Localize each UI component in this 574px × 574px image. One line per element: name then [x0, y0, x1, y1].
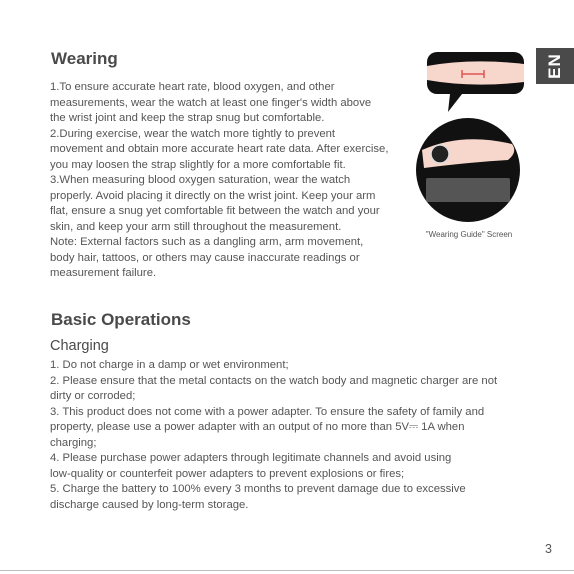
- section-title-basic-operations: Basic Operations: [51, 310, 191, 329]
- callout-pointer: [448, 94, 462, 112]
- wearing-line: Note: External factors such as a dangling arm, arm movement,: [50, 236, 364, 248]
- wearing-line: measurements, wear the watch at least one finger's width above: [50, 96, 372, 109]
- wearing-line: measurement failure.: [50, 267, 157, 279]
- wearing-line: flat, ensure a snug yet comfortable fit between the watch and your: [50, 205, 380, 217]
- wearing-line: skin, and keep your arm still throughout the measurement.: [50, 220, 342, 233]
- charging-line: 2. Please ensure that the metal contacts on the watch body and magnetic charger are not: [50, 374, 498, 387]
- wearing-line: movement and obtain more accurate heart rate data. After exercise,: [50, 143, 389, 155]
- charging-line: 5. Charge the battery to 100% every 3 months to prevent damage due to excessive: [50, 483, 466, 495]
- wearing-line: 2.During exercise, wear the watch more tightly to prevent: [50, 127, 336, 140]
- charging-line: 4. Please purchase power adapters through legitimate channels and avoid using: [50, 452, 452, 464]
- charging-line: property, please use a power adapter with an output of no more than 5V⎓ 1A when: [50, 421, 465, 433]
- watch-screen-circle: [416, 118, 520, 222]
- charging-line: dirty or corroded;: [50, 390, 136, 402]
- wearing-line: 3.When measuring blood oxygen saturation, wear the watch: [50, 174, 351, 186]
- wearing-line: body hair, tattoos, or others may cause inaccurate readings or: [50, 251, 360, 264]
- charging-line: discharge caused by long-term storage.: [50, 498, 249, 511]
- wearing-line: the wrist joint and keep the strap snug but comfortable.: [50, 112, 325, 124]
- charging-line: charging;: [50, 436, 97, 449]
- charging-line: 1. Do not charge in a damp or wet environment;: [50, 359, 289, 371]
- wearing-line: 1.To ensure accurate heart rate, blood oxygen, and other: [50, 81, 335, 93]
- wearing-line: you may loosen the strap slightly for a more comfortable fit.: [50, 158, 346, 171]
- figure-caption: "Wearing Guide" Screen: [425, 230, 513, 239]
- page-number: 3: [545, 542, 552, 556]
- charging-line: 3. This product does not come with a power adapter. To ensure the safety of family and: [50, 405, 485, 418]
- wearing-guide-illustration: [412, 48, 532, 228]
- watch-icon: [431, 145, 449, 163]
- charging-line: low-quality or counterfeit power adapters to prevent explosions or fires;: [50, 467, 405, 480]
- wearing-line: properly. Avoid placing it directly on the wrist joint. Keep your arm: [50, 189, 376, 202]
- charging-text: [50, 358, 520, 513]
- arm-shape: [427, 61, 524, 84]
- subsection-title-charging: Charging: [50, 338, 109, 354]
- language-tab: [536, 48, 574, 84]
- section-title-wearing: Wearing: [51, 49, 118, 68]
- bottom-divider: [0, 570, 574, 571]
- screen-button-placeholder: [426, 178, 510, 202]
- wearing-text: [50, 80, 388, 282]
- language-tab-label: EN: [545, 53, 564, 79]
